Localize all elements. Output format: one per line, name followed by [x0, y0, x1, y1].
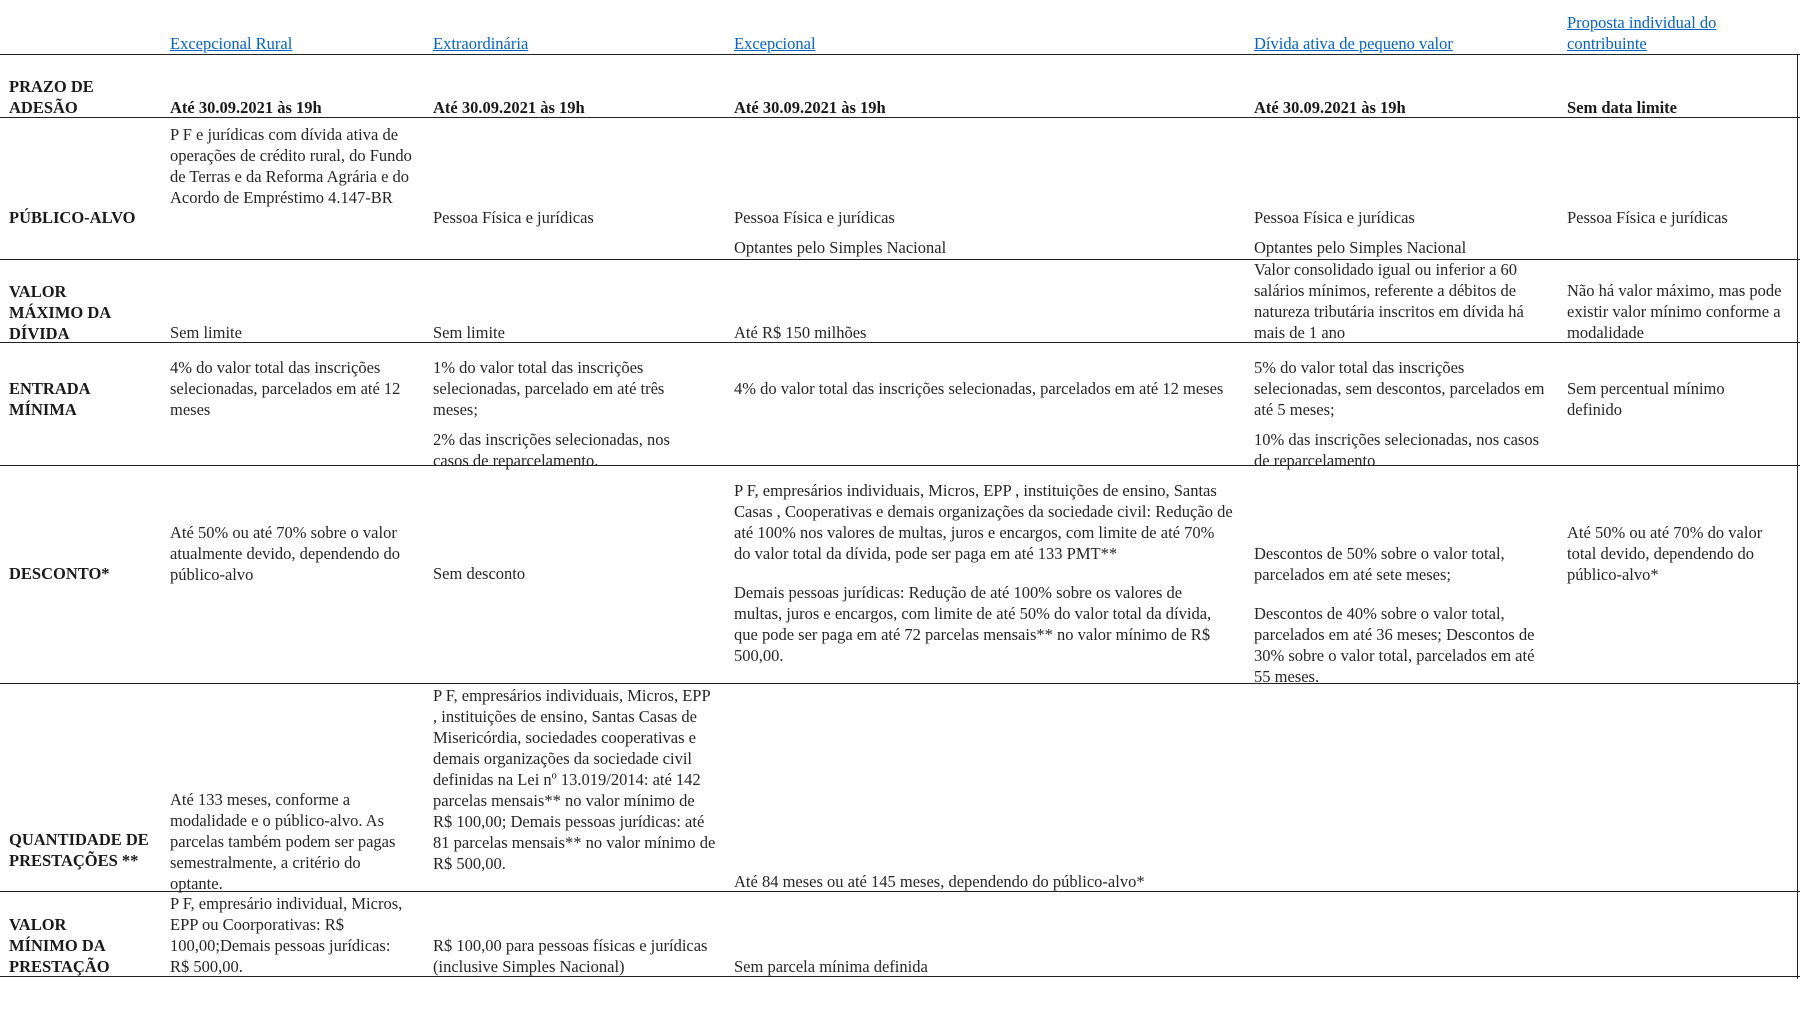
cell-quantidade-excepcional-rural: Até 133 meses, conforme a modalidade e o público-alvo. As parcelas também podem ser pagas semestralmente, a critério do optante.: [170, 790, 396, 893]
cell-desconto-proposta-individual: Até 50% ou até 70% do valor total devido, dependendo do público-alvo*: [1567, 523, 1763, 584]
cell-quantidade-excepcional: Até 84 meses ou até 145 meses, dependendo do público-alvo*: [734, 872, 1145, 891]
cell-valor-minimo-excepcional-rural: P F, empresário individual, Micros, EPP ou Coorporativas: R$ 100,00;Demais pessoas jurídicas: R$ 500,00.: [170, 894, 403, 976]
column-header-excepcional-rural[interactable]: Excepcional Rural: [170, 34, 293, 53]
cell-valor-maximo-pequeno-valor: Valor consolidado igual ou inferior a 60 salários mínimos, referente a débitos de natureza tributária inscritos em dívida há mais de 1 ano: [1254, 260, 1524, 342]
cell-desconto-pequeno-valor: Descontos de 50% sobre o valor total, parcelados em até sete meses; Descontos de 40% sobre o valor total, parcelados em até 36 meses; Descontos de 30% sobre o valor total, parcelados em até 55 meses.: [1254, 544, 1535, 686]
cell-publico-excepcional-rural: P F e jurídicas com dívida ativa de operações de crédito rural, do Fundo de Terras e da Reforma Agrária e do Acordo de Empréstimo 4.147-BR: [170, 125, 412, 207]
cell-desconto-excepcional-rural: Até 50% ou até 70% sobre o valor atualmente devido, dependendo do público-alvo: [170, 523, 401, 584]
cell-prazo-pequeno-valor: Até 30.09.2021 às 19h: [1254, 98, 1406, 117]
cell-entrada-excepcional: 4% do valor total das inscrições selecionadas, parcelados em até 12 meses: [734, 379, 1224, 398]
cell-prazo-excepcional-rural: Até 30.09.2021 às 19h: [170, 98, 322, 117]
column-header-divida-pequeno-valor[interactable]: Dívida ativa de pequeno valor: [1254, 34, 1453, 53]
cell-valor-minimo-extraordinaria: R$ 100,00 para pessoas físicas e jurídicas (inclusive Simples Nacional): [433, 936, 708, 976]
column-header-extraordinaria[interactable]: Extraordinária: [433, 34, 529, 53]
table-border-top: [0, 54, 1800, 55]
cell-prazo-extraordinaria: Até 30.09.2021 às 19h: [433, 98, 585, 117]
cell-valor-maximo-excepcional: Até R$ 150 milhões: [734, 323, 867, 342]
cell-quantidade-extraordinaria: P F, empresários individuais, Micros, EPP , instituições de ensino, Santas Casas de Misericórdia, sociedades cooperativas e demais organizações da sociedade civil definidas na Lei nº 13.019/2014: até 142 parcelas mensais** no valor mínimo de R$ 100,00; Demais pessoas jurídicas: até 81 parcelas mensais** no valor mínimo de R$ 500,00.: [433, 686, 716, 873]
cell-publico-pequeno-valor: Pessoa Física e jurídicas Optantes pelo Simples Nacional: [1254, 208, 1467, 257]
cell-valor-minimo-excepcional: Sem parcela mínima definida: [734, 957, 928, 976]
cell-desconto-extraordinaria: Sem desconto: [433, 564, 526, 583]
table-border-right: [1797, 54, 1798, 979]
row-label-valor-minimo-prestacao: VALOR MÍNIMO DA PRESTAÇÃO: [9, 915, 110, 976]
cell-valor-maximo-extraordinaria: Sem limite: [433, 323, 505, 342]
cell-entrada-excepcional-rural: 4% do valor total das inscrições selecionadas, parcelados em até 12 meses: [170, 358, 401, 419]
cell-desconto-excepcional: P F, empresários individuais, Micros, EPP , instituições de ensino, Santas Casas , Cooperativas e demais organizações da sociedade civil: Redução de até 100% nos valores de multas, juros e encargos, com limite de até 70% do valor total da dívida, pode ser paga em até 133 PMT** Demais pessoas jurídicas: Redução de até 100% sobre os valores de multas, juros e encargos, com limite de até 50% do valor total da dívida, que pode ser paga em até 72 parcelas mensais** no valor mínimo de R$ 500,00.: [734, 481, 1233, 665]
cell-prazo-proposta-individual: Sem data limite: [1567, 98, 1677, 117]
row-label-entrada-minima: ENTRADA MÍNIMA: [9, 379, 90, 419]
cell-publico-proposta-individual: Pessoa Física e jurídicas: [1567, 208, 1728, 227]
row-label-quantidade-prestacoes: QUANTIDADE DE PRESTAÇÕES **: [9, 830, 149, 870]
cell-entrada-proposta-individual: Sem percentual mínimo definido: [1567, 379, 1725, 419]
cell-entrada-extraordinaria: 1% do valor total das inscrições selecionadas, parcelado em até três meses; 2% das inscrições selecionadas, nos casos de reparcelamento.: [433, 358, 670, 470]
cell-publico-extraordinaria: Pessoa Física e jurídicas: [433, 208, 594, 227]
column-header-proposta-individual[interactable]: Proposta individual do contribuinte: [1567, 13, 1717, 53]
cell-publico-excepcional: Pessoa Física e jurídicas Optantes pelo Simples Nacional: [734, 208, 947, 257]
cell-valor-maximo-excepcional-rural: Sem limite: [170, 323, 242, 342]
cell-prazo-excepcional: Até 30.09.2021 às 19h: [734, 98, 886, 117]
row-label-prazo-adesao: PRAZO DE ADESÃO: [9, 77, 94, 117]
row-label-publico-alvo: PÚBLICO-ALVO: [9, 208, 136, 227]
row-label-desconto: DESCONTO*: [9, 564, 110, 583]
cell-entrada-pequeno-valor: 5% do valor total das inscrições selecionadas, sem descontos, parcelados em até 5 meses; 10% das inscrições selecionadas, nos casos de reparcelamento: [1254, 358, 1545, 470]
cell-valor-maximo-proposta-individual: Não há valor máximo, mas pode existir valor mínimo conforme a modalidade: [1567, 281, 1782, 342]
row-label-valor-maximo: VALOR MÁXIMO DA DÍVIDA: [9, 282, 111, 343]
column-header-excepcional[interactable]: Excepcional: [734, 34, 816, 53]
